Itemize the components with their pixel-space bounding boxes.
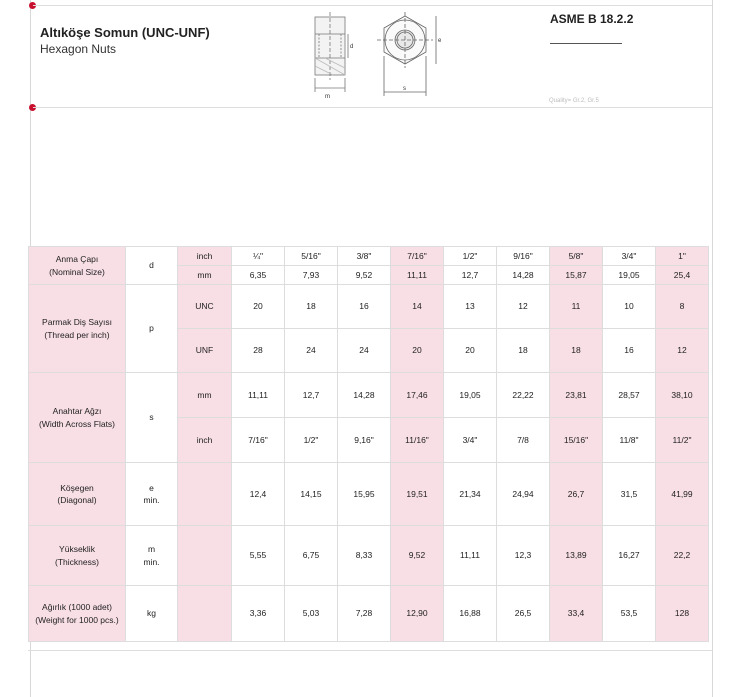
value-cell: 7,28 bbox=[338, 586, 391, 642]
value-cell: 31,5 bbox=[603, 463, 656, 526]
value-cell: 1/2" bbox=[444, 247, 497, 266]
property-name-tr: Parmak Diş Sayısı bbox=[42, 317, 112, 328]
symbol: e bbox=[149, 482, 154, 493]
nut-side-view bbox=[315, 12, 348, 92]
symbol: s bbox=[149, 412, 154, 423]
page-subtitle: Hexagon Nuts bbox=[40, 42, 117, 56]
property-name-cell bbox=[29, 373, 126, 463]
value-cell: 7/8 bbox=[497, 418, 550, 463]
property-name-en: (Nominal Size) bbox=[49, 266, 105, 277]
symbol-cell bbox=[126, 586, 178, 642]
value-cell: 6,75 bbox=[285, 526, 338, 586]
table-row bbox=[29, 463, 709, 526]
dim-label-e: e bbox=[438, 38, 442, 44]
value-cell: 11/8" bbox=[603, 418, 656, 463]
value-cell: 13 bbox=[444, 285, 497, 329]
value-cell: 14,28 bbox=[338, 373, 391, 418]
value-cell: 8 bbox=[656, 285, 709, 329]
value-cell: 3/4" bbox=[444, 418, 497, 463]
standard-label: ASME B 18.2.2 bbox=[550, 12, 634, 26]
unit-cell: inch bbox=[178, 418, 232, 463]
unit-cell: mm bbox=[178, 266, 232, 285]
value-cell: 6,35 bbox=[232, 266, 285, 285]
value-cell: 8,33 bbox=[338, 526, 391, 586]
value-cell: 11,11 bbox=[444, 526, 497, 586]
value-cell: 128 bbox=[656, 586, 709, 642]
value-cell: 3/4" bbox=[603, 247, 656, 266]
value-cell: 18 bbox=[497, 329, 550, 373]
value-cell: 7/16" bbox=[391, 247, 444, 266]
value-cell: 53,5 bbox=[603, 586, 656, 642]
value-cell: 11,11 bbox=[232, 373, 285, 418]
table-row bbox=[29, 526, 709, 586]
symbol-cell bbox=[126, 247, 178, 285]
left-margin bbox=[0, 0, 28, 697]
value-cell: 5,55 bbox=[232, 526, 285, 586]
value-cell: 14 bbox=[391, 285, 444, 329]
property-name-cell bbox=[29, 526, 126, 586]
symbol-cell bbox=[126, 526, 178, 586]
table-row bbox=[29, 373, 709, 418]
value-cell: 5/16" bbox=[285, 247, 338, 266]
value-cell: 26,7 bbox=[550, 463, 603, 526]
unit-cell bbox=[178, 526, 232, 586]
unit-cell: UNF bbox=[178, 329, 232, 373]
value-cell: 21,34 bbox=[444, 463, 497, 526]
table-bottom-rule bbox=[28, 650, 712, 651]
unit-cell: mm bbox=[178, 373, 232, 418]
value-cell: 11 bbox=[550, 285, 603, 329]
value-cell: 14,15 bbox=[285, 463, 338, 526]
value-cell: 24,94 bbox=[497, 463, 550, 526]
spec-table bbox=[28, 246, 709, 642]
value-cell: 26,5 bbox=[497, 586, 550, 642]
value-cell: 25,4 bbox=[656, 266, 709, 285]
symbol: m bbox=[147, 544, 156, 555]
property-name-cell bbox=[29, 463, 126, 526]
value-cell: 20 bbox=[444, 329, 497, 373]
symbol-cell bbox=[126, 463, 178, 526]
value-cell: 41,99 bbox=[656, 463, 709, 526]
value-cell: 7,93 bbox=[285, 266, 338, 285]
table-row bbox=[29, 247, 709, 266]
value-cell: 18 bbox=[285, 285, 338, 329]
value-cell: 15,95 bbox=[338, 463, 391, 526]
value-cell: 11/2" bbox=[656, 418, 709, 463]
property-name-tr: Anma Çapı bbox=[55, 254, 99, 265]
symbol: p bbox=[149, 323, 154, 334]
symbol: d bbox=[149, 260, 154, 271]
value-cell: 12 bbox=[656, 329, 709, 373]
value-cell: 33,4 bbox=[550, 586, 603, 642]
value-cell: 12,4 bbox=[232, 463, 285, 526]
property-name-en: (Thread per inch) bbox=[44, 329, 110, 340]
header-rule-bottom bbox=[33, 107, 712, 108]
value-cell: 20 bbox=[391, 329, 444, 373]
value-cell: 16,88 bbox=[444, 586, 497, 642]
table-row bbox=[29, 586, 709, 642]
value-cell: 24 bbox=[285, 329, 338, 373]
hex-nut-drawing bbox=[305, 12, 445, 102]
symbol-qualifier: min. bbox=[143, 556, 160, 567]
value-cell: 3/8" bbox=[338, 247, 391, 266]
value-cell: 1/2" bbox=[285, 418, 338, 463]
value-cell: 12,3 bbox=[497, 526, 550, 586]
value-cell: 23,81 bbox=[550, 373, 603, 418]
property-name-en: (Diagonal) bbox=[57, 495, 97, 505]
value-cell: 16 bbox=[603, 329, 656, 373]
value-cell: 15,87 bbox=[550, 266, 603, 285]
property-name-cell bbox=[29, 247, 126, 285]
value-cell: 9,52 bbox=[391, 526, 444, 586]
value-cell: 12,7 bbox=[444, 266, 497, 285]
value-cell: 38,10 bbox=[656, 373, 709, 418]
value-cell: 22,2 bbox=[656, 526, 709, 586]
value-cell: 17,46 bbox=[391, 373, 444, 418]
symbol-qualifier: min. bbox=[143, 495, 160, 505]
value-cell: 7/16" bbox=[232, 418, 285, 463]
dim-label-s: s bbox=[403, 86, 406, 92]
table-row bbox=[29, 285, 709, 329]
nut-front-view bbox=[377, 12, 436, 96]
value-cell: 9,52 bbox=[338, 266, 391, 285]
value-cell: 3,36 bbox=[232, 586, 285, 642]
value-cell: 5,03 bbox=[285, 586, 338, 642]
property-name-tr: Köşegen bbox=[60, 482, 94, 493]
property-name-tr: Ağırlık (1000 adet) bbox=[42, 602, 112, 613]
property-name-en: (Weight for 1000 pcs.) bbox=[35, 614, 119, 625]
property-name-cell bbox=[29, 285, 126, 373]
value-cell: 19,05 bbox=[444, 373, 497, 418]
unit-cell: inch bbox=[178, 247, 232, 266]
header-rule-top bbox=[33, 5, 712, 6]
unit-cell bbox=[178, 586, 232, 642]
value-cell: 11,11 bbox=[391, 266, 444, 285]
value-cell: ¼" bbox=[232, 247, 285, 266]
value-cell: 5/8" bbox=[550, 247, 603, 266]
property-name-cell bbox=[29, 586, 126, 642]
value-cell: 14,28 bbox=[497, 266, 550, 285]
symbol: kg bbox=[147, 608, 156, 619]
value-cell: 19,51 bbox=[391, 463, 444, 526]
value-cell: 16,27 bbox=[603, 526, 656, 586]
margin-line-right bbox=[712, 0, 713, 697]
value-cell: 11/16" bbox=[391, 418, 444, 463]
property-name-en: (Thickness) bbox=[55, 556, 99, 567]
value-cell: 12 bbox=[497, 285, 550, 329]
value-cell: 19,05 bbox=[603, 266, 656, 285]
value-cell: 12,90 bbox=[391, 586, 444, 642]
value-cell: 28 bbox=[232, 329, 285, 373]
dim-label-d: d bbox=[350, 44, 354, 50]
property-name-en: (Width Across Flats) bbox=[38, 418, 116, 429]
page-title: Altıköşe Somun (UNC-UNF) bbox=[40, 25, 210, 40]
unit-cell bbox=[178, 463, 232, 526]
value-cell: 20 bbox=[232, 285, 285, 329]
value-cell: 18 bbox=[550, 329, 603, 373]
dim-label-m: m bbox=[325, 94, 330, 100]
value-cell: 16 bbox=[338, 285, 391, 329]
value-cell: 28,57 bbox=[603, 373, 656, 418]
symbol-cell bbox=[126, 373, 178, 463]
property-name-tr: Anahtar Ağzı bbox=[52, 406, 102, 417]
value-cell: 15/16" bbox=[550, 418, 603, 463]
value-cell: 24 bbox=[338, 329, 391, 373]
value-cell: 9/16" bbox=[497, 247, 550, 266]
standard-underline bbox=[550, 43, 622, 44]
value-cell: 12,7 bbox=[285, 373, 338, 418]
spec-table-body bbox=[29, 247, 709, 642]
symbol-cell bbox=[126, 285, 178, 373]
value-cell: 10 bbox=[603, 285, 656, 329]
unit-cell: UNC bbox=[178, 285, 232, 329]
value-cell: 9,16" bbox=[338, 418, 391, 463]
quality-label: Quality= Gr.2, Gr.5 bbox=[549, 98, 599, 104]
value-cell: 13,89 bbox=[550, 526, 603, 586]
value-cell: 22,22 bbox=[497, 373, 550, 418]
property-name-tr: Yükseklik bbox=[59, 544, 95, 555]
value-cell: 1" bbox=[656, 247, 709, 266]
